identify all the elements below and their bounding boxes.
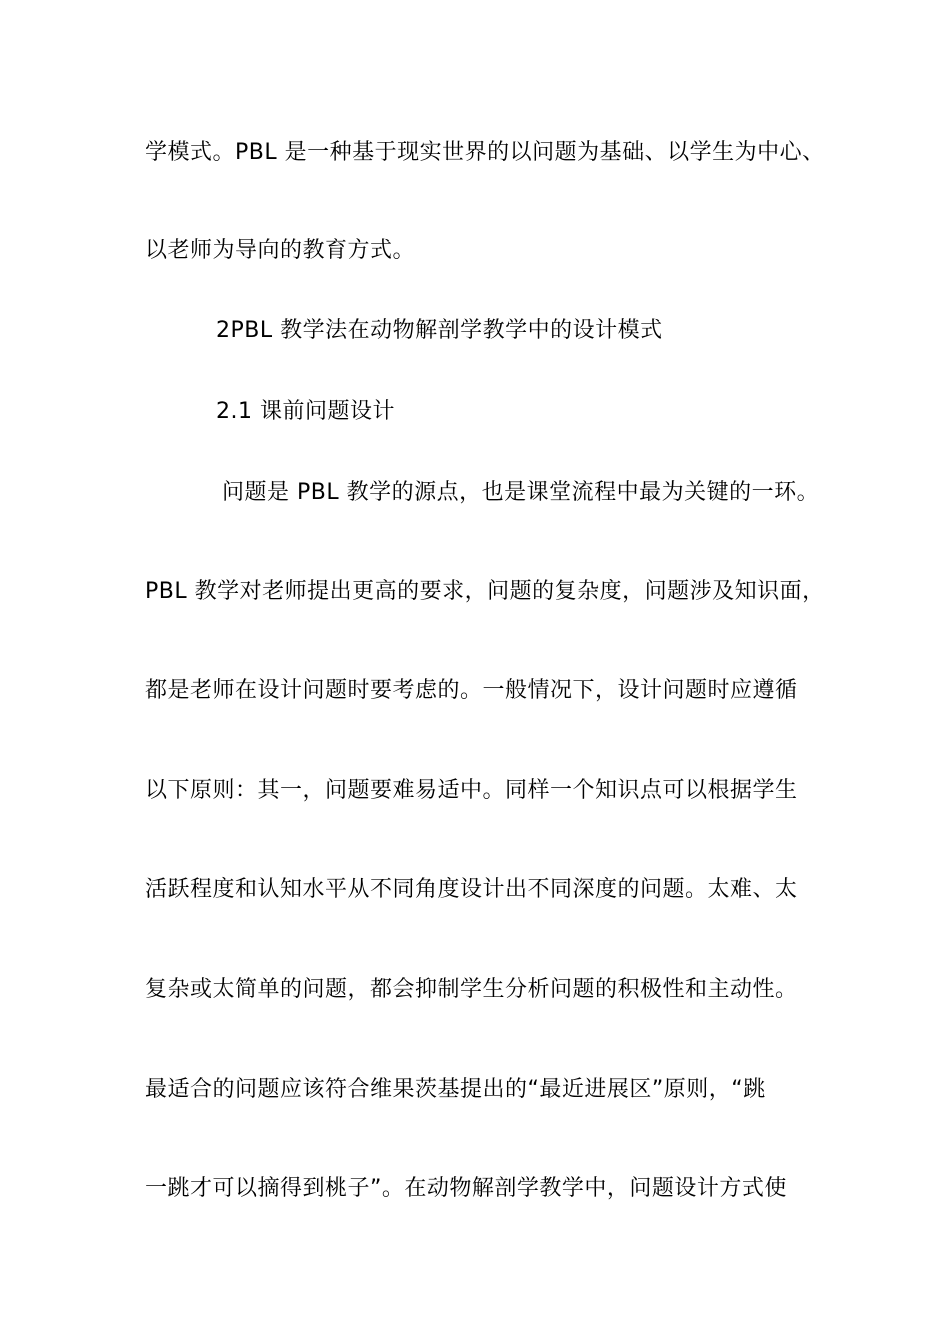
paragraph-line: 以下原则：其一，问题要难易适中。同样一个知识点可以根据学生 — [145, 778, 798, 803]
paragraph-line: 活跃程度和认知水平从不同角度设计出不同深度的问题。太难、太 — [145, 877, 798, 902]
paragraph-line: 一跳才可以摘得到桃子”。在动物解剖学教学中，问题设计方式使 — [145, 1176, 787, 1201]
paragraph-line: 学模式。PBL 是一种基于现实世界的以问题为基础、以学生为中心、 — [145, 140, 825, 165]
paragraph-line: 都是老师在设计问题时要考虑的。一般情况下，设计问题时应遵循 — [145, 678, 798, 703]
subsection-heading: 2.1 课前问题设计 — [216, 399, 395, 424]
paragraph-line: 复杂或太简单的问题，都会抑制学生分析问题的积极性和主动性。 — [145, 977, 798, 1002]
paragraph-line: 最适合的问题应该符合维果茨基提出的“最近进展区”原则，“跳 — [145, 1077, 766, 1102]
paragraph-line: 问题是 PBL 教学的源点，也是课堂流程中最为关键的一环。 — [222, 480, 820, 505]
section-heading: 2PBL 教学法在动物解剖学教学中的设计模式 — [216, 318, 663, 343]
paragraph-line: 以老师为导向的教育方式。 — [145, 238, 416, 263]
paragraph-line: PBL 教学对老师提出更高的要求，问题的复杂度，问题涉及知识面， — [145, 579, 825, 604]
